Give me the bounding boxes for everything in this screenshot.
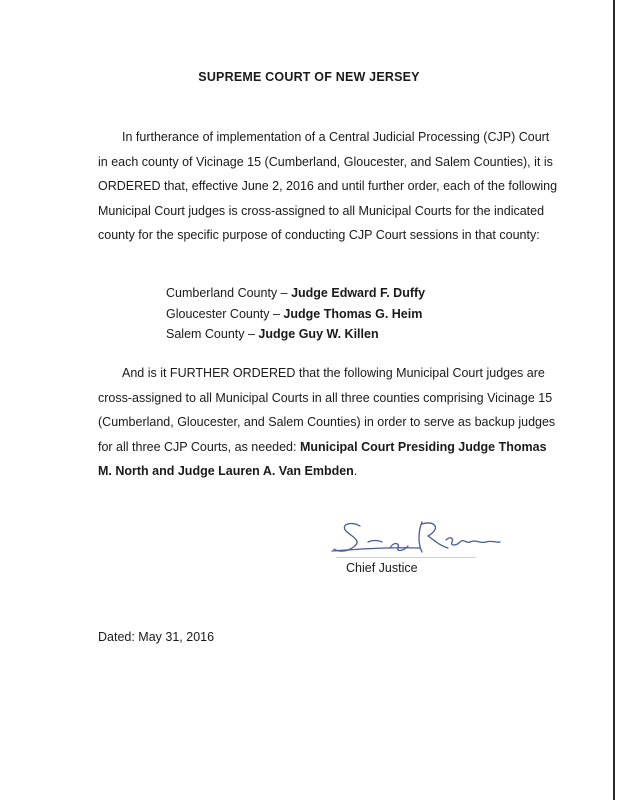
signature-stroke — [446, 538, 500, 545]
paragraph-line: county for the specific purpose of conducting CJP Court sessions in that county: — [98, 228, 540, 242]
backup-judges-text: M. North and Judge Lauren A. Van Embden — [98, 464, 354, 478]
assignment-row — [166, 304, 425, 325]
signature-stroke — [390, 544, 408, 551]
line-text: for all three CJP Courts, as needed: — [98, 439, 300, 454]
paragraph-line: (Cumberland, Gloucester, and Salem Counties) in order to serve as backup judges — [98, 415, 556, 429]
judge-name: Judge Guy W. Killen — [258, 327, 379, 341]
scan-edge-border — [613, 0, 615, 800]
signature-stroke — [419, 522, 448, 552]
order-paragraph-1 — [98, 125, 558, 248]
paragraph-line — [98, 435, 550, 460]
order-paragraph-2 — [98, 361, 556, 484]
county-name: Gloucester County – — [166, 306, 284, 321]
county-name: Salem County – — [166, 327, 259, 341]
document-title: SUPREME COURT OF NEW JERSEY — [198, 70, 420, 84]
paragraph-line: In furtherance of implementation of a Central Judicial Processing (CJP) Court — [122, 130, 550, 144]
judge-name: Judge Edward F. Duffy — [291, 286, 426, 300]
paragraph-line: Municipal Court judges is cross-assigned to all Municipal Courts for the indicated — [98, 203, 545, 218]
paragraph-line: cross-assigned to all Municipal Courts in all three counties comprising Vicinage 15 — [98, 390, 553, 405]
signature-stroke — [332, 548, 420, 551]
county-name: Cumberland County – — [166, 286, 292, 300]
signature-line — [336, 557, 476, 558]
line-text: . — [353, 464, 358, 478]
paragraph-line — [98, 459, 550, 484]
date-line: Dated: May 31, 2016 — [98, 630, 215, 644]
county-assignments-list — [166, 283, 425, 345]
assignment-row — [166, 283, 425, 304]
assignment-row — [166, 324, 425, 345]
signature-stroke — [334, 524, 360, 552]
judge-name: Judge Thomas G. Heim — [283, 306, 423, 321]
presiding-judge-text: Municipal Court Presiding Judge Thomas — [299, 439, 547, 454]
paragraph-line: ORDERED that, effective June 2, 2016 and until further order, each of the following — [98, 179, 558, 193]
paragraph-line: And is it FURTHER ORDERED that the following Municipal Court judges are — [122, 366, 545, 380]
signature-title: Chief Justice — [346, 561, 418, 575]
signature-stroke — [368, 541, 382, 543]
paragraph-line: in each county of Vicinage 15 (Cumberland, Gloucester, and Salem Counties), it is — [98, 154, 553, 169]
